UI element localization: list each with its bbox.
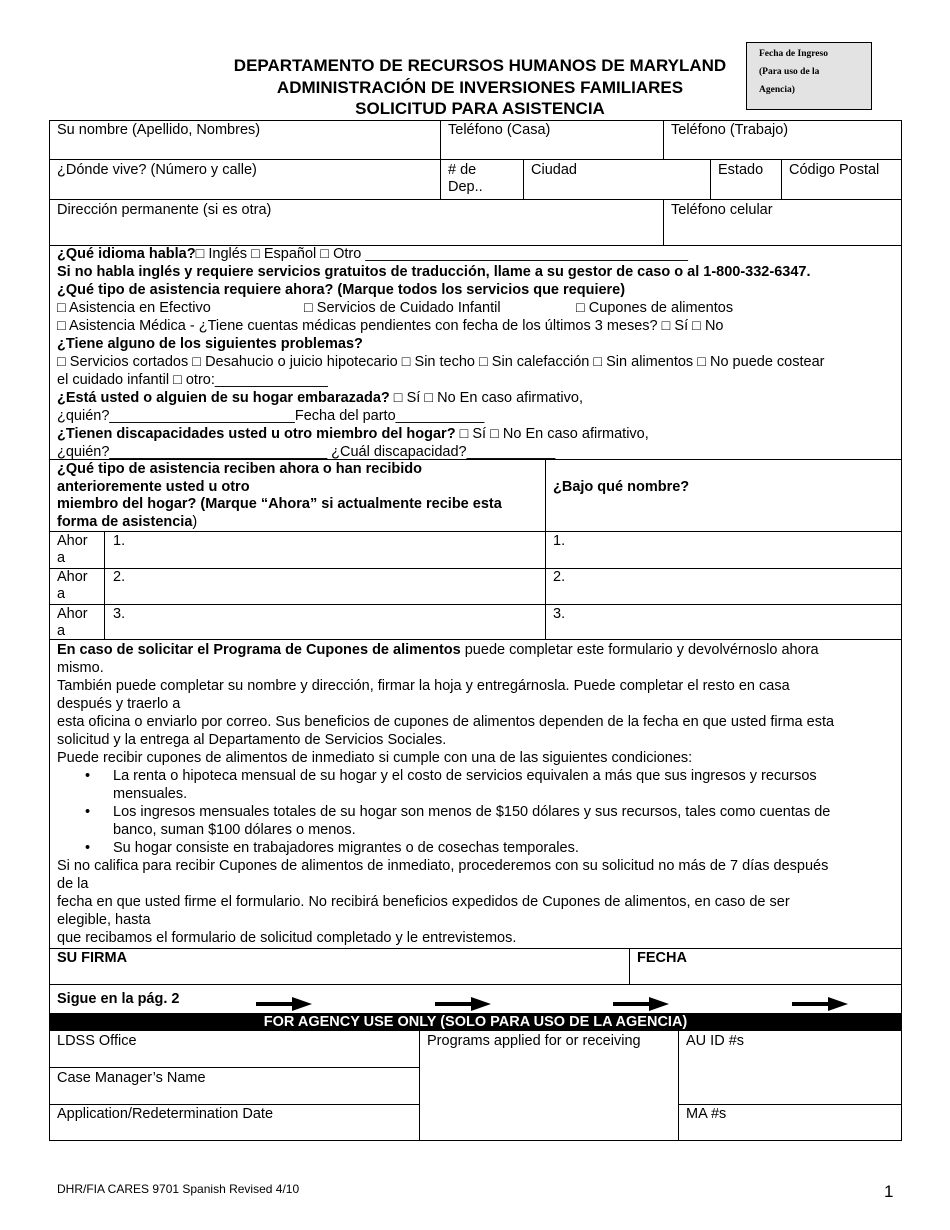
info-line: Si no califica para recibir Cupones de alimentos de inmediato, procederemos con su solicitud no más de 7 días después (57, 858, 829, 874)
state-field[interactable]: Estado (718, 162, 764, 178)
condition-text: mensuales. (113, 786, 188, 802)
pregnancy-details[interactable]: ¿quién?_______________________Fecha del parto___________ (57, 408, 485, 424)
assistance-row-1[interactable]: 1. (113, 533, 126, 549)
condition-bullet-2 (57, 803, 897, 839)
zip-field[interactable]: Código Postal (789, 162, 880, 178)
cell-phone-field[interactable]: Teléfono celular (671, 202, 773, 218)
condition-text: Su hogar consiste en trabajadores migrantes o de cosechas temporales. (113, 840, 579, 856)
assistance-history-header-line: forma de asistencia (57, 513, 193, 530)
name-under-header: ¿Bajo qué nombre? (553, 479, 690, 495)
assistance-row-3[interactable]: 3. (113, 606, 126, 622)
assistance-history-header-line: anterioremente usted u otro (57, 478, 250, 495)
info-line: fecha en que usted firme el formulario. No recibirá beneficios expedidos de Cupones de alimentos, en caso de ser (57, 894, 790, 910)
info-line: de la (57, 876, 89, 892)
info-line: que recibamos el formulario de solicitud completado y le entrevistemos. (57, 930, 517, 946)
ldss-office-field[interactable]: LDSS Office (57, 1033, 137, 1049)
administration-title: ADMINISTRACIÓN DE INVERSIONES FAMILIARES (276, 78, 684, 97)
intake-date-box (746, 42, 872, 110)
questions-content (57, 245, 897, 461)
problems-options-2[interactable]: el cuidado infantil □ otro:______________ (57, 372, 328, 388)
assistance-history-header-line: miembro del hogar? (Marque “Ahora” si actualmente recibe esta (57, 496, 502, 512)
application-date-field[interactable]: Application/Redetermination Date (57, 1106, 274, 1122)
right-arrow-icon (792, 997, 848, 1011)
cash-assistance-checkbox[interactable]: □ Asistencia en Efectivo (57, 300, 211, 316)
right-arrow-icon (256, 997, 312, 1011)
condition-text: banco, suman $100 dólares o menos. (113, 822, 356, 838)
assistance-question: ¿Qué tipo de asistencia requiere ahora? (Marque todos los servicios que requiere) (57, 282, 626, 298)
info-line: mismo. (57, 660, 104, 676)
food-stamps-info-text (57, 641, 897, 947)
home-phone-field[interactable]: Teléfono (Casa) (448, 122, 551, 138)
work-phone-field[interactable]: Teléfono (Trabajo) (671, 122, 789, 138)
disability-options[interactable]: □ Sí □ No En caso afirmativo, (455, 426, 649, 442)
assistance-history-header (57, 461, 537, 531)
right-arrow-icon (613, 997, 669, 1011)
name-field[interactable]: Su nombre (Apellido, Nombres) (57, 122, 261, 138)
intake-label: Fecha de Ingreso (759, 49, 828, 59)
form-title: SOLICITUD PARA ASISTENCIA (355, 99, 605, 118)
au-id-field[interactable]: AU ID #s (686, 1033, 745, 1049)
food-stamps-checkbox[interactable]: □ Cupones de alimentos (576, 300, 734, 316)
agency-use-banner: FOR AGENCY USE ONLY (SOLO PARA USO DE LA AGENCIA) (49, 1013, 902, 1031)
signature-row (49, 948, 902, 985)
disability-details[interactable]: ¿quién?___________________________ ¿Cuál discapacidad?___________ (57, 444, 556, 460)
problems-options[interactable]: □ Servicios cortados □ Desahucio o juicio hipotecario □ Sin techo □ Sin calefacción □ Sin alimentos □ No puede costear (57, 354, 825, 370)
assistance-name-row-3[interactable]: 3. (553, 606, 566, 622)
info-line: solicitud y la entrega al Departamento de Servicios Sociales. (57, 732, 447, 748)
condition-bullet-3 (57, 839, 897, 857)
info-line: elegible, hasta (57, 912, 151, 928)
permanent-address-field[interactable]: Dirección permanente (si es otra) (57, 202, 272, 218)
condition-bullet-1 (57, 767, 897, 803)
form-number: DHR/FIA CARES 9701 Spanish Revised 4/10 (57, 1182, 300, 1196)
continue-page-2: Sigue en la pág. 2 (57, 991, 180, 1007)
language-options[interactable]: □ Inglés □ Español □ Otro ________________________________________ (195, 246, 688, 262)
ma-number-field[interactable]: MA #s (686, 1106, 727, 1122)
now-label-2: a (57, 550, 66, 566)
food-stamps-intro-bold: En caso de solicitar el Programa de Cupones de alimentos (57, 642, 461, 658)
intake-note-2: Agencia) (759, 85, 795, 95)
info-line: Puede recibir cupones de alimentos de inmediato si cumple con una de las siguientes condiciones: (57, 750, 693, 766)
city-field[interactable]: Ciudad (531, 162, 577, 178)
now-label-2: a (57, 586, 66, 602)
apt-field[interactable]: # de (448, 162, 477, 178)
now-label: Ahor (57, 606, 88, 622)
case-manager-field[interactable]: Case Manager’s Name (57, 1070, 206, 1086)
assistance-row-2[interactable]: 2. (113, 569, 126, 585)
now-checkbox-1[interactable] (57, 533, 88, 567)
condition-text: La renta o hipoteca mensual de su hogar y el costo de servicios equivalen a más que sus ingresos y recursos (113, 768, 817, 784)
pregnancy-options[interactable]: □ Sí □ No En caso afirmativo, (389, 390, 583, 406)
intake-note: (Para uso de la (759, 67, 820, 77)
now-checkbox-2[interactable] (57, 569, 88, 603)
condition-text: Los ingresos mensuales totales de su hogar son menos de $150 dólares y sus recursos, tales como cuentas de (113, 804, 831, 820)
medical-assistance-checkbox[interactable]: □ Asistencia Médica - ¿Tiene cuentas médicas pendientes con fecha de los últimos 3 meses? □ Sí □ No (57, 318, 724, 334)
page-number: 1 (884, 1182, 894, 1201)
now-label: Ahor (57, 533, 88, 549)
assistance-history-header-paren: ) (192, 513, 198, 530)
signature-field[interactable]: SU FIRMA (57, 950, 128, 966)
child-care-checkbox[interactable]: □ Servicios de Cuidado Infantil (304, 300, 501, 316)
problems-question: ¿Tiene alguno de los siguientes problemas? (57, 336, 363, 352)
assistance-history-header-line: ¿Qué tipo de asistencia reciben ahora o han recibido (57, 461, 423, 477)
translation-notice: Si no habla inglés y requiere servicios gratuitos de traducción, llame a su gestor de caso o al 1-800-332-6347. (57, 264, 811, 280)
info-line: esta oficina o enviarlo por correo. Sus beneficios de cupones de alimentos dependen de la fecha en que usted firma esta (57, 714, 835, 730)
disability-question: ¿Tienen discapacidades usted u otro miembro del hogar? (57, 426, 456, 442)
assistance-name-row-1[interactable]: 1. (553, 533, 566, 549)
language-question: ¿Qué idioma habla? (57, 246, 196, 262)
now-label: Ahor (57, 569, 88, 585)
assistance-name-row-2[interactable]: 2. (553, 569, 566, 585)
address-field[interactable]: ¿Dónde vive? (Número y calle) (57, 162, 257, 178)
food-stamps-intro: puede completar este formulario y devolvérnoslo ahora (460, 642, 819, 658)
apt-field-label-2: Dep.. (448, 179, 483, 195)
right-arrow-icon (435, 997, 491, 1011)
department-title: DEPARTAMENTO DE RECURSOS HUMANOS DE MARYLAND (233, 56, 727, 75)
now-label-2: a (57, 623, 66, 639)
pregnancy-question: ¿Está usted o alguien de su hogar embarazada? (57, 390, 390, 406)
date-field[interactable]: FECHA (637, 950, 687, 966)
programs-field[interactable]: Programs applied for or receiving (427, 1033, 641, 1049)
info-line: después y traerlo a (57, 696, 181, 712)
now-checkbox-3[interactable] (57, 606, 88, 640)
info-line: También puede completar su nombre y dirección, firmar la hoja y entregárnosla. Puede completar el resto en casa (57, 678, 790, 694)
